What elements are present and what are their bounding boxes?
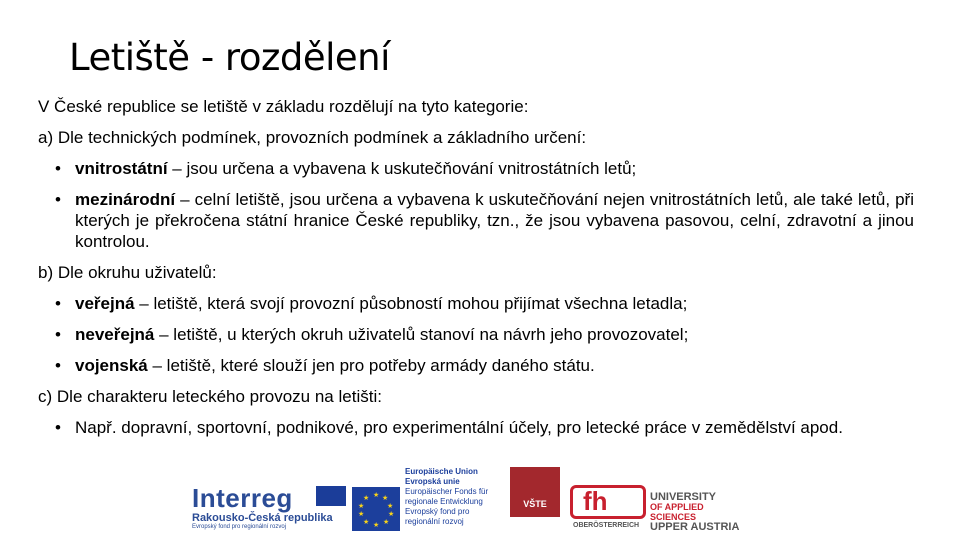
interreg-subtitle: Rakousko-Česká republika	[192, 512, 333, 524]
eu-fund-text	[405, 467, 488, 527]
fh-logo	[570, 485, 646, 529]
list-item	[38, 293, 914, 314]
eu-line-2: Evropská unie	[405, 477, 460, 486]
item-text: – letiště, která svojí provozní působností mohou přijímat všechna letadla;	[134, 294, 688, 313]
item-text: – letiště, u kterých okruh uživatelů stanoví na návrh jeho provozovatel;	[154, 325, 689, 344]
interreg-logo	[192, 483, 350, 530]
intro-text: V České republice se letiště v základu rozdělují na tyto kategorie:	[38, 97, 529, 116]
section-c-list	[38, 417, 914, 438]
interreg-wordmark: Interreg	[192, 483, 293, 513]
section-heading-a: a) Dle technických podmínek, provozních podmínek a základního určení:	[38, 128, 587, 147]
uas-line-2: OF APPLIED SCIENCES	[650, 502, 704, 522]
list-item	[38, 189, 914, 252]
section-heading-c: c) Dle charakteru leteckého provozu na letišti:	[38, 387, 382, 406]
section-heading-b: b) Dle okruhu uživatelů:	[38, 263, 217, 282]
list-item	[38, 324, 914, 345]
slide-body	[38, 96, 914, 448]
university-logo-text	[650, 492, 752, 532]
slide-title: Letiště - rozdělení	[69, 36, 390, 79]
uas-line-3: UPPER AUSTRIA	[650, 521, 740, 533]
eu-small-flag-icon	[316, 486, 346, 506]
list-item	[38, 355, 914, 376]
eu-line-5: Evropský fond pro	[405, 507, 470, 516]
term: mezinárodní	[75, 190, 176, 209]
interreg-fund-text: Evropský fond pro regionální rozvoj	[192, 524, 287, 530]
eu-flag-icon: ★ ★ ★ ★ ★ ★ ★ ★ ★ ★	[352, 487, 400, 531]
fh-subtitle: OBERÖSTERREICH	[573, 522, 640, 529]
eu-line-3: Europäischer Fonds für	[405, 487, 489, 496]
eu-line-4: regionale Entwicklung	[405, 497, 483, 506]
item-text: – letiště, které slouží jen pro potřeby armády daného státu.	[147, 356, 595, 375]
section-b-list	[38, 293, 914, 376]
logo-strip	[192, 465, 752, 535]
item-text: – celní letiště, jsou určena a vybavena k uskutečňování nejen vnitrostátních letů, ale také letů, při kterých je překročena státní hranice České republiky, tzn., že jsou vybavena pasovou, celní, zdravotní a jinou kontrolou.	[75, 190, 914, 251]
eu-line-1: Europäische Union	[405, 467, 478, 476]
list-item	[38, 158, 914, 179]
item-text: – jsou určena a vybavena k uskutečňování vnitrostátních letů;	[167, 159, 637, 178]
section-a-list	[38, 158, 914, 252]
uas-line-1: UNIVERSITY	[650, 491, 717, 503]
eu-line-6: regionální rozvoj	[405, 517, 464, 526]
item-text: Např. dopravní, sportovní, podnikové, pro experimentální účely, pro letecké práce v zemědělství apod.	[75, 418, 843, 437]
term: neveřejná	[75, 325, 155, 344]
term: veřejná	[75, 294, 135, 313]
term: vojenská	[75, 356, 148, 375]
vste-label: VŠTE	[523, 499, 547, 509]
term: vnitrostátní	[75, 159, 168, 178]
list-item	[38, 417, 914, 438]
fh-wordmark: fh	[583, 486, 608, 516]
vste-logo	[510, 467, 560, 517]
